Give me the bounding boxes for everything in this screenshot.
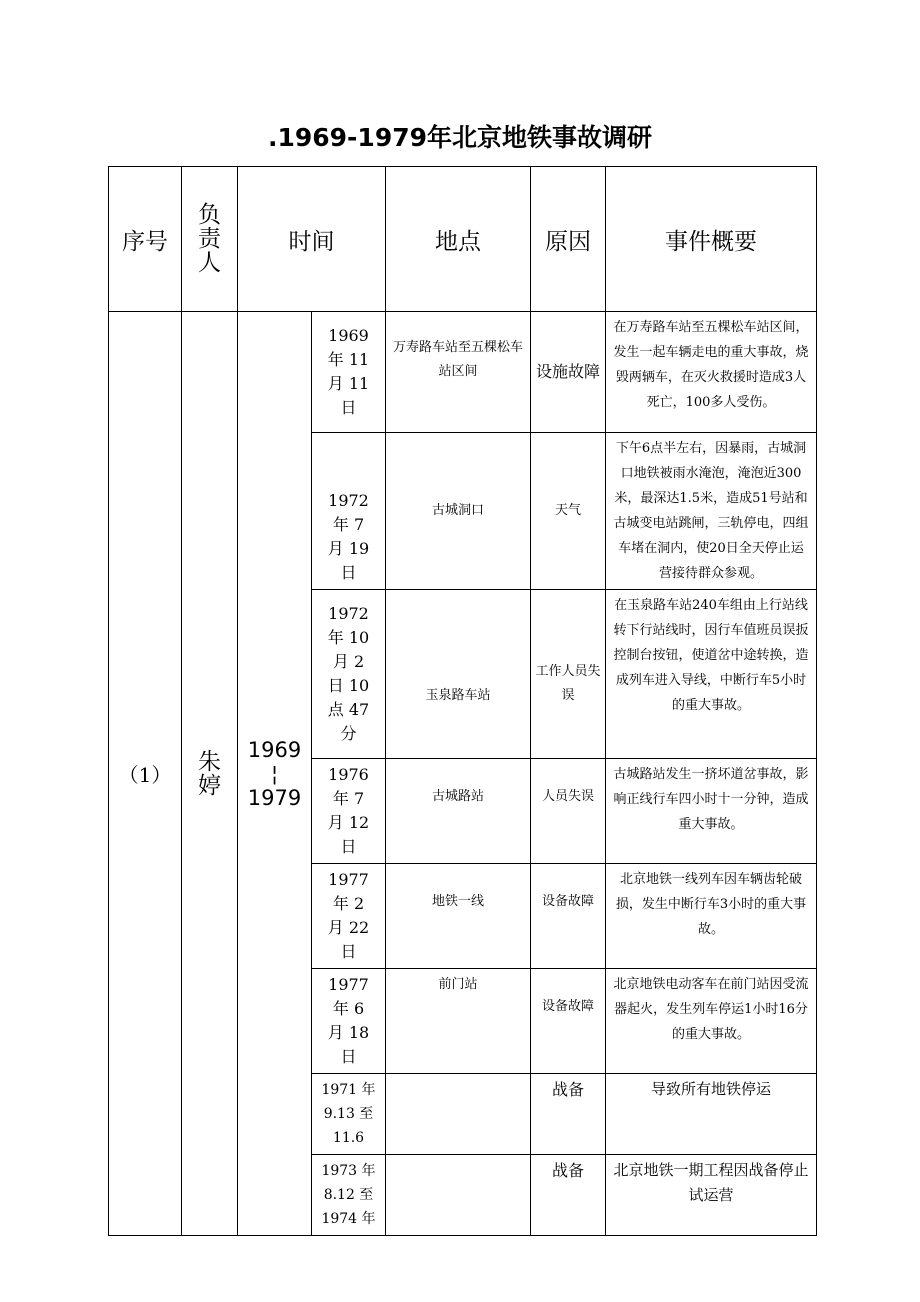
row-cause: 战备 <box>531 1155 606 1236</box>
header-person-char: 责 <box>198 226 221 252</box>
group-seq: （1） <box>109 312 182 1236</box>
row-summary: 北京地铁一期工程因战备停止试运营 <box>606 1155 817 1236</box>
row-place: 古城洞口 <box>386 433 531 590</box>
date-line: 月 22 <box>327 918 370 937</box>
table-row <box>109 312 817 433</box>
row-summary: 北京地铁电动客车在前门站因受流器起火，发生列车停运1小时16分的重大事故。 <box>606 969 817 1074</box>
date-line: 9.13 至 <box>323 1106 374 1122</box>
table-header-row <box>109 167 817 312</box>
range-separator: ¦ <box>270 761 279 786</box>
header-seq: 序号 <box>109 167 182 312</box>
date-line: 8.12 至 <box>323 1187 374 1203</box>
date-line: 11.6 <box>332 1130 365 1146</box>
row-date <box>312 759 386 864</box>
row-place: 古城路站 <box>386 759 531 864</box>
date-line: 1972 <box>328 604 369 623</box>
group-person <box>182 312 238 1236</box>
row-cause: 天气 <box>531 433 606 590</box>
date-line: 日 <box>340 398 357 417</box>
row-place <box>386 1074 531 1155</box>
date-line: 分 <box>340 724 357 743</box>
row-place: 万寿路车站至五棵松车站区间 <box>386 312 531 433</box>
row-cause: 战备 <box>531 1074 606 1155</box>
header-person <box>182 167 238 312</box>
date-line: 1971 年 <box>321 1082 376 1098</box>
row-date <box>312 1155 386 1236</box>
header-person-char: 负 <box>198 202 221 228</box>
header-summary: 事件概要 <box>606 167 817 312</box>
date-line: 日 10 <box>327 676 370 695</box>
date-line: 年 2 <box>332 894 365 913</box>
group-person-char: 婷 <box>198 772 221 799</box>
row-place: 地铁一线 <box>386 864 531 969</box>
header-cause: 原因 <box>531 167 606 312</box>
row-cause: 设备故障 <box>531 969 606 1074</box>
row-date <box>312 312 386 433</box>
date-line: 月 2 <box>332 652 365 671</box>
date-line: 月 18 <box>327 1023 370 1042</box>
row-cause: 设备故障 <box>531 864 606 969</box>
page-title: .1969-1979年北京地铁事故调研 <box>267 123 653 152</box>
date-line: 1977 <box>328 975 369 994</box>
date-line: 月 19 <box>327 539 370 558</box>
row-summary: 在玉泉路车站240车组由上行站线转下行站线时，因行车值班员误扳控制台按钮，使道岔中途转换，造成列车进入导线，中断行车5小时的重大事故。 <box>606 590 817 759</box>
accident-table <box>108 166 817 1236</box>
row-summary: 在万寿路车站至五棵松车站区间，发生一起车辆走电的重大事故，烧毁两辆车，在灭火救援时造成3人死亡，100多人受伤。 <box>606 312 817 433</box>
row-place: 玉泉路车站 <box>386 590 531 759</box>
range-end: 1979 <box>247 785 302 810</box>
date-line: 1977 <box>328 870 369 889</box>
row-summary: 北京地铁一线列车因车辆齿轮破损，发生中断行车3小时的重大事故。 <box>606 864 817 969</box>
date-line: 1969 <box>328 326 369 345</box>
row-cause: 设施故障 <box>531 312 606 433</box>
row-cause: 工作人员失误 <box>531 590 606 759</box>
row-date <box>312 969 386 1074</box>
date-line: 年 10 <box>327 628 370 647</box>
date-line: 点 47 <box>327 700 370 719</box>
date-line: 年 6 <box>332 999 365 1018</box>
date-line: 日 <box>340 563 357 582</box>
date-line: 月 12 <box>327 813 370 832</box>
row-cause: 人员失误 <box>531 759 606 864</box>
date-line: 年 11 <box>327 350 370 369</box>
row-place <box>386 1155 531 1236</box>
header-time: 时间 <box>238 167 386 312</box>
date-line: 年 7 <box>332 789 365 808</box>
row-date <box>312 590 386 759</box>
date-line: 1973 年 <box>321 1163 376 1179</box>
date-line: 月 11 <box>327 374 370 393</box>
date-line: 1972 <box>328 491 369 510</box>
row-place: 前门站 <box>386 969 531 1074</box>
date-line: 日 <box>340 837 357 856</box>
row-date <box>312 864 386 969</box>
header-place: 地点 <box>386 167 531 312</box>
date-line: 1976 <box>328 765 369 784</box>
row-summary: 下午6点半左右，因暴雨，古城洞口地铁被雨水淹泡，淹泡近300米，最深达1.5米，造成51号站和古城变电站跳闸，三轨停电，四组车堵在洞内，使20日全天停止运营接待群众参观。 <box>606 433 817 590</box>
group-year-range <box>238 312 312 1236</box>
date-line: 日 <box>340 942 357 961</box>
header-person-char: 人 <box>198 250 221 276</box>
row-date <box>312 1074 386 1155</box>
group-person-char: 朱 <box>198 748 221 775</box>
date-line: 年 7 <box>332 515 365 534</box>
row-date <box>312 433 386 590</box>
row-summary: 古城路站发生一挤坏道岔事故，影响正线行车四小时十一分钟，造成重大事故。 <box>606 759 817 864</box>
range-start: 1969 <box>247 737 302 762</box>
date-line: 1974 年 <box>321 1211 376 1227</box>
date-line: 日 <box>340 1047 357 1066</box>
row-summary: 导致所有地铁停运 <box>606 1074 817 1155</box>
